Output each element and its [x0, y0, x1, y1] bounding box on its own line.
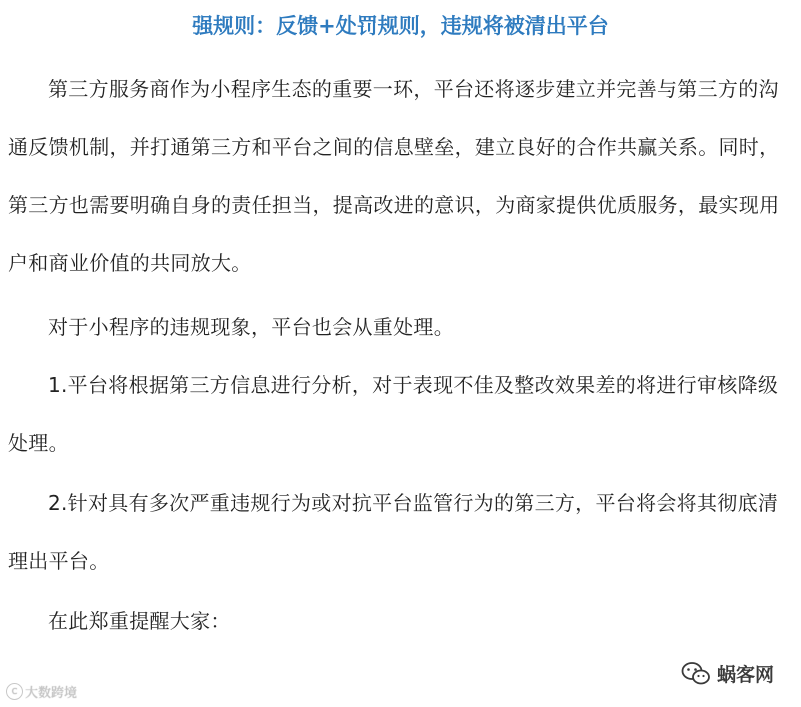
paragraph-text: 对于小程序的违规现象，平台也会从重处理。 — [48, 315, 454, 339]
paragraph-text: 第三方服务商作为小程序生态的重要一环，平台还将逐步建立并完善与第三方的沟通反馈机制，并打通第三方和平台之间的信息壁垒，建立良好的合作共赢关系。同时，第三方也需要明确自身的责任担当，提高改进的意识，为商家提供优质服务，最实现用户和商业价值的共同放大。 — [8, 77, 780, 275]
wechat-icon — [681, 661, 711, 687]
section-heading: 强规则：反馈+处罚规则，违规将被清出平台 — [192, 14, 609, 38]
watermark-woke — [681, 660, 774, 687]
paragraph-rule-2 — [8, 474, 798, 590]
paragraph-reminder — [8, 592, 798, 650]
paragraph-text: 1.平台将根据第三方信息进行分析，对于表现不佳及整改效果差的将进行审核降级处理。 — [8, 373, 779, 455]
watermark-text: 蜗客网 — [717, 664, 775, 686]
paragraph-text: 2.针对具有多次严重违规行为或对抗平台监管行为的第三方，平台将会将其彻底清理出平台。 — [8, 491, 779, 573]
paragraph-text: 在此郑重提醒大家： — [48, 609, 231, 633]
copyright-icon: C — [6, 683, 23, 700]
paragraph-rule-1 — [8, 356, 798, 472]
watermark-dashu — [6, 682, 77, 701]
paragraph-third-party — [8, 60, 798, 292]
watermark-text: 大数跨境 — [25, 686, 78, 701]
paragraph-violation-handling — [8, 298, 798, 356]
